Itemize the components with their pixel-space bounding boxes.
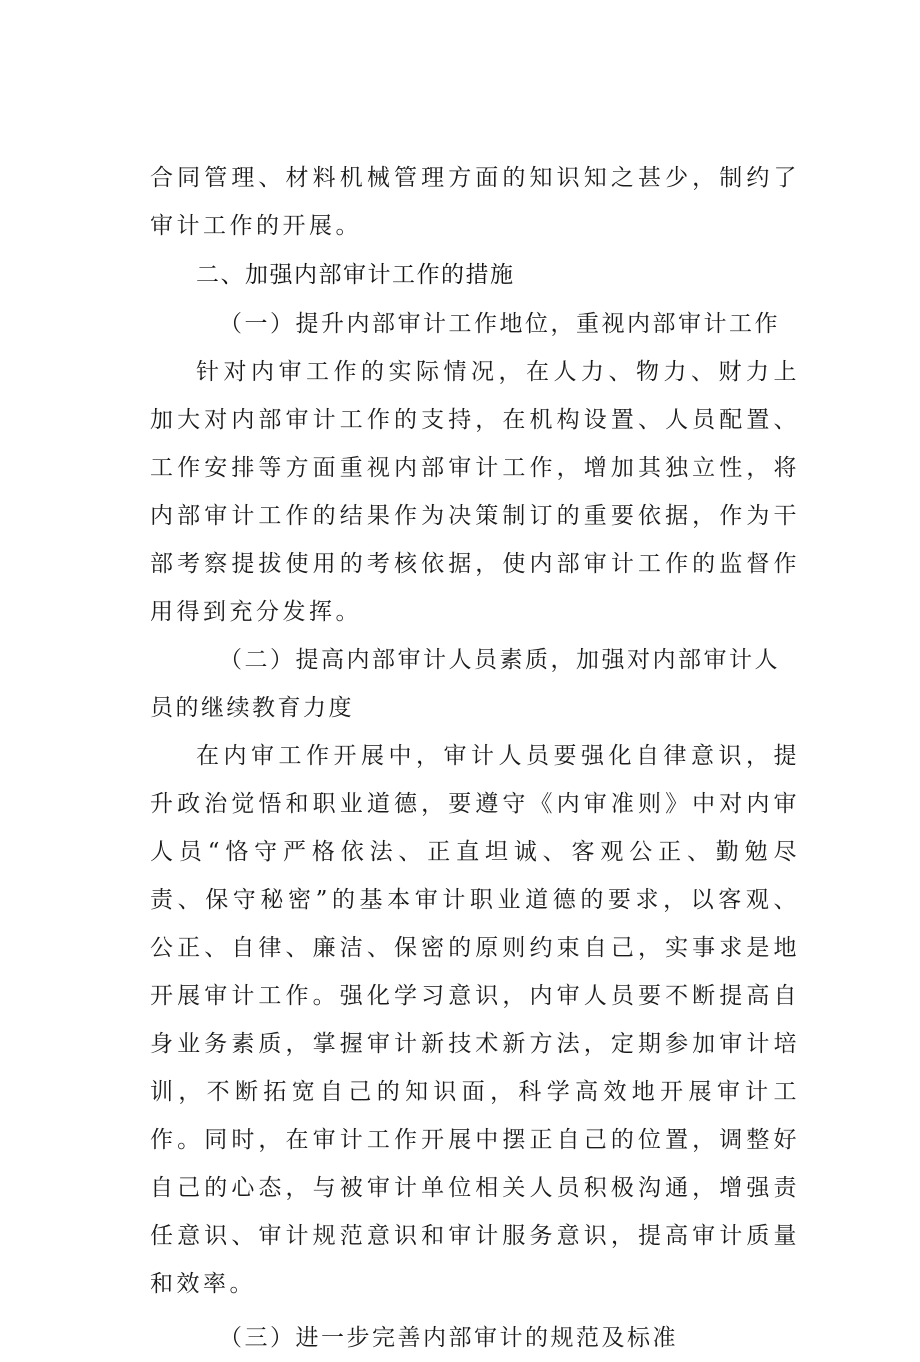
subsection-heading-3: （三）进一步完善内部审计的规范及标准 [219,1325,678,1351]
paragraph-continuation: 合同管理、材料机械管理方面的知识知之甚少，制约了审计工作的开展。 [150,165,800,239]
subsection-heading-1: （一）提升内部审计工作地位，重视内部审计工作 [219,311,780,337]
subsection-heading-2: （二）提高内部审计人员素质，加强对内部审计人员的继续教育力度 [150,647,780,721]
section-heading: 二、加强内部审计工作的措施 [196,262,515,288]
document-body [150,154,800,1362]
paragraph-2: 在内审工作开展中，审计人员要强化自律意识，提升政治觉悟和职业道德，要遵守《内审准则》中对内审人员“恪守严格依法、正直坦诚、客观公正、勤勉尽责、保守秘密”的基本审计职业道德的要求，以客观、公正、自律、廉洁、保密的原则约束自己，实事求是地开展审计工作。强化学习意识，内审人员要不断提高自身业务素质，掌握审计新技术新方法，定期参加审计培训，不断拓宽自己的知识面，科学高效地开展审计工作。同时，在审计工作开展中摆正自己的位置，调整好自己的心态，与被审计单位相关人员积极沟通，增强责任意识、审计规范意识和审计服务意识，提高审计质量和效率。 [150,743,800,1297]
paragraph-1: 针对内审工作的实际情况，在人力、物力、财力上加大对内部审计工作的支持，在机构设置、人员配置、工作安排等方面重视内部审计工作，增加其独立性，将内部审计工作的结果作为决策制订的重要依据，作为干部考察提拔使用的考核依据，使内部审计工作的监督作用得到充分发挥。 [150,359,800,625]
